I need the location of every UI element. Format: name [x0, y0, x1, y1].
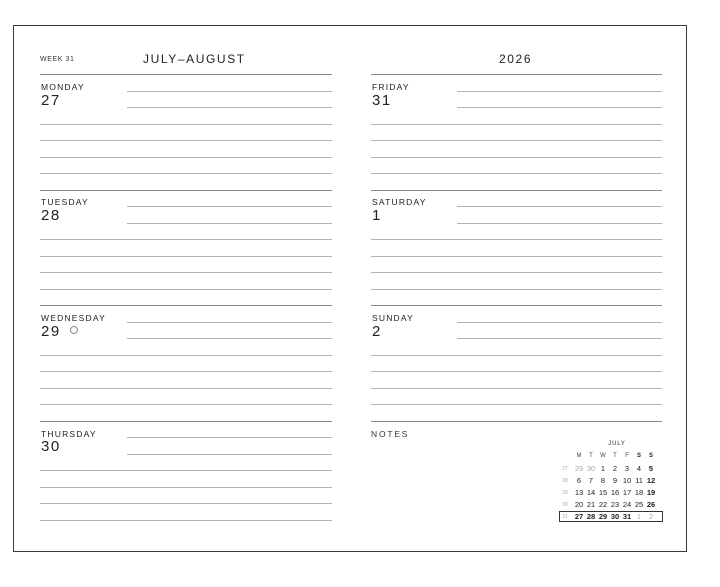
- day-number-tuesday: 28: [41, 207, 61, 224]
- writing-line: [371, 173, 662, 174]
- mini-calendar-day: 6: [576, 476, 582, 485]
- writing-line: [371, 388, 662, 389]
- mini-calendar-day: 22: [598, 500, 608, 509]
- week-label: WEEK 31: [40, 56, 75, 63]
- mini-calendar-day: 1: [600, 464, 606, 473]
- section-top-rule: [40, 421, 332, 422]
- writing-line: [40, 404, 332, 405]
- writing-line: [40, 289, 332, 290]
- mini-calendar-day: 15: [598, 488, 608, 497]
- writing-line: [371, 289, 662, 290]
- writing-line: [40, 520, 332, 521]
- writing-line: [40, 272, 332, 273]
- mini-calendar-day: 30: [586, 464, 596, 473]
- mini-calendar-day: 23: [610, 500, 620, 509]
- section-top-rule: [371, 74, 662, 75]
- writing-line: [40, 124, 332, 125]
- writing-line: [40, 239, 332, 240]
- writing-line: [127, 107, 332, 108]
- section-top-rule: [371, 190, 662, 191]
- mini-calendar-day: 11: [635, 476, 643, 485]
- writing-line: [371, 371, 662, 372]
- writing-line: [40, 487, 332, 488]
- section-top-rule: [371, 421, 662, 422]
- mini-calendar-day: 2: [612, 464, 618, 473]
- mini-calendar-day: 1: [636, 512, 642, 521]
- mini-calendar-day: 31: [622, 512, 632, 521]
- writing-line: [40, 371, 332, 372]
- mini-calendar-day: 20: [574, 500, 584, 509]
- mini-calendar-day: 28: [586, 512, 596, 521]
- mini-calendar-week-number: 27: [562, 466, 568, 472]
- mini-calendar-weekday: T: [613, 453, 617, 459]
- moon-phase-icon: [70, 326, 78, 334]
- mini-calendar-day: 29: [598, 512, 608, 521]
- writing-line: [457, 338, 662, 339]
- mini-calendar-day: 14: [586, 488, 596, 497]
- mini-calendar-day: 10: [622, 476, 632, 485]
- day-number-friday: 31: [372, 92, 392, 109]
- section-top-rule: [371, 305, 662, 306]
- writing-line: [40, 173, 332, 174]
- mini-calendar-day: 26: [646, 500, 656, 509]
- mini-calendar-day: 21: [586, 500, 596, 509]
- mini-calendar-week-number: 31: [562, 514, 568, 520]
- writing-line: [371, 404, 662, 405]
- mini-calendar-day: 25: [634, 500, 644, 509]
- writing-line: [40, 470, 332, 471]
- writing-line: [371, 239, 662, 240]
- mini-calendar-day: 13: [574, 488, 584, 497]
- section-top-rule: [40, 305, 332, 306]
- writing-line: [127, 437, 332, 438]
- day-name-friday: FRIDAY: [372, 82, 410, 92]
- section-top-rule: [40, 190, 332, 191]
- mini-calendar-week-number: 29: [562, 490, 568, 496]
- writing-line: [127, 91, 332, 92]
- writing-line: [457, 107, 662, 108]
- mini-calendar-day: 4: [636, 464, 642, 473]
- writing-line: [371, 355, 662, 356]
- day-number-wednesday: 29: [41, 323, 61, 340]
- notes-label: NOTES: [371, 429, 410, 439]
- mini-calendar-day: 17: [622, 488, 632, 497]
- writing-line: [371, 157, 662, 158]
- mini-calendar-day: 30: [610, 512, 620, 521]
- mini-calendar-weekday: F: [625, 453, 629, 459]
- mini-calendar-day: 2: [648, 512, 654, 521]
- mini-calendar-day: 8: [600, 476, 606, 485]
- mini-calendar-day: 27: [574, 512, 584, 521]
- writing-line: [457, 91, 662, 92]
- mini-calendar-day: 24: [622, 500, 632, 509]
- mini-calendar-day: 18: [634, 488, 644, 497]
- mini-calendar-weekday: M: [576, 453, 582, 459]
- section-top-rule: [40, 74, 332, 75]
- mini-calendar-weekday: S: [648, 453, 653, 459]
- day-name-wednesday: WEDNESDAY: [41, 313, 106, 323]
- mini-calendar-day: 29: [574, 464, 584, 473]
- day-name-sunday: SUNDAY: [372, 313, 414, 323]
- writing-line: [127, 223, 332, 224]
- writing-line: [40, 388, 332, 389]
- mini-calendar-weekday: W: [600, 453, 606, 459]
- day-name-monday: MONDAY: [41, 82, 85, 92]
- writing-line: [127, 338, 332, 339]
- writing-line: [127, 454, 332, 455]
- mini-calendar-weekday: T: [589, 453, 593, 459]
- writing-line: [371, 124, 662, 125]
- mini-calendar-day: 19: [646, 488, 656, 497]
- mini-calendar-day: 16: [610, 488, 620, 497]
- mini-calendar-day: 3: [624, 464, 630, 473]
- mini-calendar-weekday: S: [636, 453, 641, 459]
- day-name-saturday: SATURDAY: [372, 197, 427, 207]
- writing-line: [127, 322, 332, 323]
- mini-calendar-day: 5: [648, 464, 654, 473]
- writing-line: [40, 157, 332, 158]
- writing-line: [457, 322, 662, 323]
- writing-line: [371, 256, 662, 257]
- writing-line: [371, 272, 662, 273]
- day-number-monday: 27: [41, 92, 61, 109]
- writing-line: [457, 206, 662, 207]
- writing-line: [127, 206, 332, 207]
- mini-calendar-week-number: 30: [562, 502, 568, 508]
- day-name-thursday: THURSDAY: [41, 429, 97, 439]
- writing-line: [40, 355, 332, 356]
- mini-calendar-day: 12: [646, 476, 656, 485]
- day-number-saturday: 1: [372, 207, 382, 224]
- day-number-sunday: 2: [372, 323, 382, 340]
- mini-calendar-month: JULY: [608, 441, 626, 447]
- day-number-thursday: 30: [41, 438, 61, 455]
- writing-line: [457, 223, 662, 224]
- writing-line: [40, 503, 332, 504]
- writing-line: [40, 140, 332, 141]
- mini-calendar-day: 7: [588, 476, 594, 485]
- month-range-title: JULY–AUGUST: [143, 52, 246, 66]
- mini-calendar-day: 9: [612, 476, 618, 485]
- writing-line: [371, 140, 662, 141]
- year-title: 2026: [499, 52, 533, 66]
- day-name-tuesday: TUESDAY: [41, 197, 89, 207]
- writing-line: [40, 256, 332, 257]
- mini-calendar-week-number: 28: [562, 478, 568, 484]
